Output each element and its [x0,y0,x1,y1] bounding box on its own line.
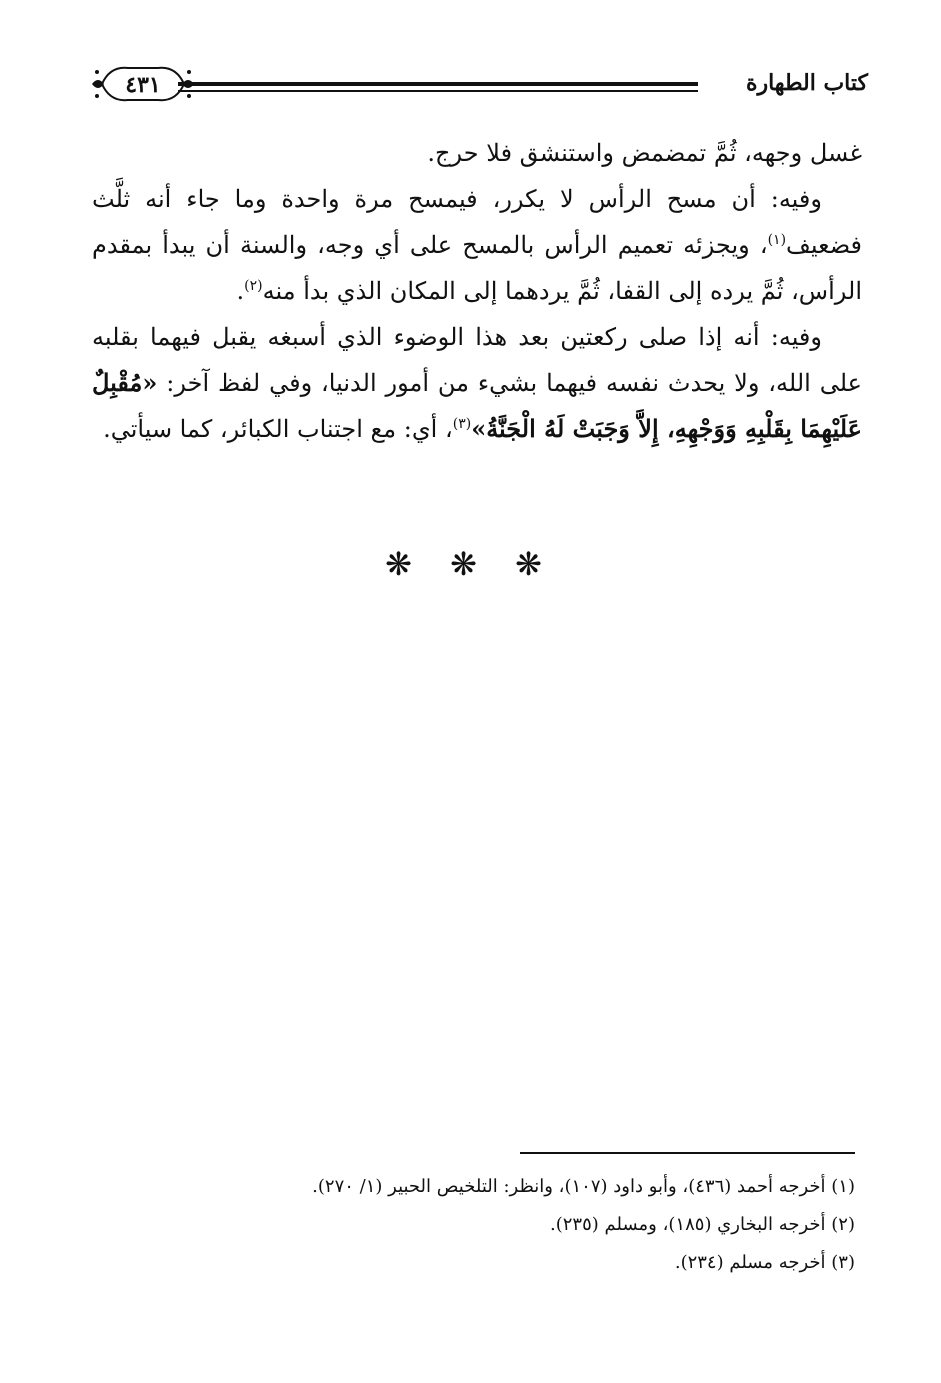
running-header [88,52,868,112]
footnotes [140,1168,855,1282]
footnote-2: (٢) أخرجه البخاري (١٨٥)، ومسلم (٢٣٥). [550,1214,855,1235]
paragraph-1-text: غسل وجهه، ثُمَّ تمضمض واستنشق فلا حرج. [427,139,862,167]
footnote-ref-2: (٢) [244,278,263,294]
header-rule-thick [178,82,698,86]
book-title: كتاب الطهارة [745,70,868,96]
paragraph-3 [92,314,862,452]
paragraph-3-part-b: ، أي: مع اجتناب الكبائر، كما سيأتي. [103,415,453,443]
section-separator: ❋ ❋ ❋ [385,545,556,583]
hadith-quote: «مُقْبِلٌ عَلَيْهِمَا بِقَلْبِهِ وَوَجْهِهِ، إِلاَّ وَجَبَتْ لَهُ الْجَنَّةُ» [92,368,862,443]
main-text [92,130,862,452]
footnote-ref-3: (٣) [452,416,472,432]
footnote-1: (١) أخرجه أحمد (٤٣٦)، وأبو داود (١٠٧)، وانظر: التلخيص الحبير (١/ ٢٧٠). [312,1176,855,1197]
header-rule-thin [178,90,698,92]
paragraph-2 [92,176,862,314]
paragraph-2-part-c: . [236,277,245,305]
paragraph-3-part-a: وفيه: أنه إذا صلى ركعتين بعد هذا الوضوء الذي أسبغه يقبل فيهما بقلبه على الله، ولا يحدث نفسه فيهما بشيء من أمور الدنيا، وفي لفظ آخر: [92,323,862,397]
paragraph-2-part-b: ، ويجزئه تعميم الرأس بالمسح على أي وجه، والسنة أن يبدأ بمقدم الرأس، ثُمَّ يرده إلى القفا، ثُمَّ يردهما إلى المكان الذي بدأ منه [92,231,862,305]
footnote-rule [520,1152,855,1154]
page-number-ornament [88,58,198,110]
page-number: ٤٣١ [125,72,161,98]
footnote-3: (٣) أخرجه مسلم (٢٣٤). [674,1252,855,1273]
paragraph-2-part-a: وفيه: أن مسح الرأس لا يكرر، فيمسح مرة واحدة وما جاء أنه ثلَّث فضعيف [92,185,862,259]
footnote-ref-1: (١) [767,232,787,248]
paragraph-1 [92,130,862,176]
